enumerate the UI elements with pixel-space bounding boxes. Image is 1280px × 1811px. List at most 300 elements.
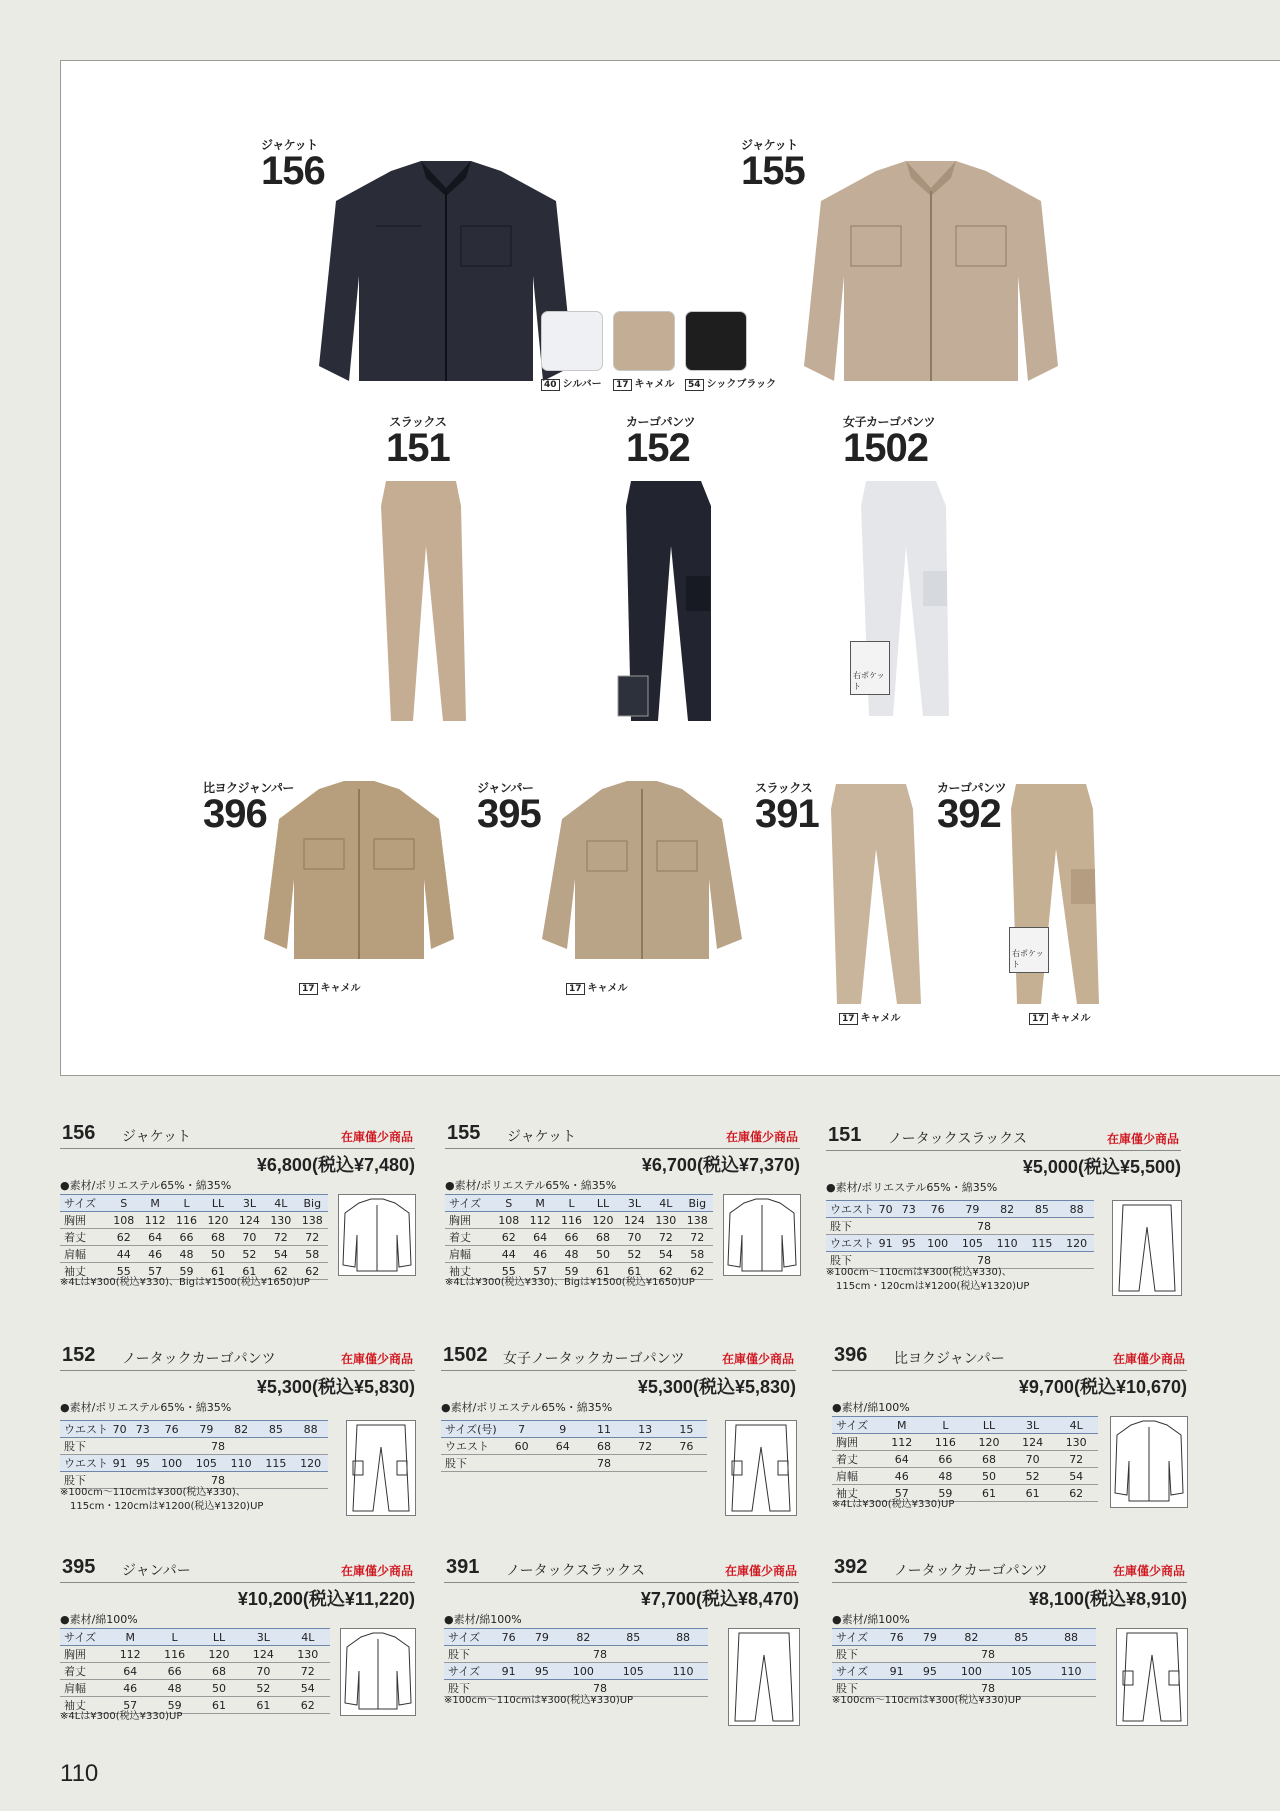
- table-cell: 61: [241, 1697, 285, 1714]
- spec-header: [60, 1120, 415, 1149]
- table-cell: 62: [265, 1263, 296, 1280]
- table-cell: 3L: [619, 1195, 650, 1212]
- table-cell: 124: [1011, 1434, 1055, 1451]
- table-cell: 44: [493, 1246, 524, 1263]
- table-cell: 82: [990, 1201, 1025, 1218]
- spec-number: 396: [834, 1344, 868, 1366]
- product-number: 391: [755, 792, 819, 836]
- table-cell: 66: [924, 1451, 968, 1468]
- table-cell: 108: [493, 1212, 524, 1229]
- table-cell: L: [152, 1629, 196, 1646]
- table-row: [60, 1646, 330, 1663]
- table-cell: 61: [967, 1485, 1011, 1502]
- note-line: 115cm・120cmは¥1200(税込¥1320)UP: [836, 1281, 1030, 1292]
- table-row: [441, 1421, 707, 1438]
- size-table: [441, 1420, 707, 1472]
- table-cell: 70: [1011, 1451, 1055, 1468]
- table-cell: 85: [608, 1629, 658, 1646]
- spec-header: [832, 1342, 1187, 1371]
- table-cell: 68: [583, 1438, 624, 1455]
- color-label-395: [566, 979, 628, 995]
- table-row: [60, 1212, 328, 1229]
- color-name: キャメル: [587, 983, 628, 994]
- table-row: [445, 1229, 713, 1246]
- table-cell: 着丈: [832, 1451, 880, 1468]
- table-cell: 78: [501, 1455, 707, 1472]
- table-cell: 50: [967, 1468, 1011, 1485]
- spec-title: ノータックスラックス: [888, 1131, 1028, 1147]
- table-cell: 76: [154, 1421, 189, 1438]
- table-cell: 116: [556, 1212, 587, 1229]
- table-cell: 120: [587, 1212, 618, 1229]
- table-cell: 54: [265, 1246, 296, 1263]
- table-cell: 4L: [265, 1195, 296, 1212]
- table-cell: 61: [619, 1263, 650, 1280]
- spec-title: ノータックカーゴパンツ: [894, 1563, 1048, 1579]
- product-category: スラックス: [755, 781, 813, 795]
- low-stock-badge: 在庫僅少商品: [340, 1352, 413, 1366]
- table-cell: 61: [197, 1697, 241, 1714]
- spec-price: ¥8,100(税込¥8,910): [1028, 1589, 1187, 1609]
- table-cell: 股下: [832, 1646, 880, 1663]
- product-category: 比ヨクジャンパー: [203, 781, 294, 795]
- table-cell: 88: [1059, 1201, 1094, 1218]
- product-391-label: [755, 779, 819, 836]
- slacks-151-image: [371, 476, 481, 726]
- table-row: [60, 1680, 330, 1697]
- table-cell: 108: [108, 1212, 139, 1229]
- product-number: 1502: [843, 426, 928, 470]
- table-cell: 66: [556, 1229, 587, 1246]
- table-cell: M: [524, 1195, 555, 1212]
- table-cell: 62: [108, 1229, 139, 1246]
- table-cell: 120: [967, 1434, 1011, 1451]
- table-cell: 110: [990, 1235, 1025, 1252]
- jumper-sketch: [340, 1628, 416, 1716]
- product-151-label: [386, 413, 450, 470]
- table-cell: 82: [946, 1629, 996, 1646]
- table-cell: 110: [1046, 1663, 1096, 1680]
- jacket-155-image: [796, 156, 1066, 401]
- table-cell: 54: [286, 1680, 330, 1697]
- spec-number: 152: [62, 1344, 96, 1366]
- table-cell: L: [924, 1417, 968, 1434]
- table-cell: 胸囲: [832, 1434, 880, 1451]
- product-category: カーゴパンツ: [626, 415, 696, 429]
- table-cell: 55: [493, 1263, 524, 1280]
- color-code: 40: [541, 379, 560, 391]
- table-cell: 85: [259, 1421, 294, 1438]
- color-name: キャメル: [634, 379, 675, 390]
- table-cell: 着丈: [445, 1229, 493, 1246]
- note-line: ※100cm～110cmは¥300(税込¥330)、: [60, 1487, 246, 1498]
- spec-material: ●素材/ポリエステル65%・綿35%: [441, 1401, 613, 1414]
- table-cell: 57: [524, 1263, 555, 1280]
- table-cell: 72: [1054, 1451, 1098, 1468]
- table-cell: 62: [297, 1263, 328, 1280]
- swatch-silver: [541, 311, 603, 371]
- spec-note: ※100cm～110cmは¥300(税込¥330)UP: [832, 1695, 1022, 1706]
- spec-price: ¥10,200(税込¥11,220): [237, 1589, 415, 1609]
- table-cell: 78: [108, 1472, 328, 1489]
- table-row: [60, 1455, 328, 1472]
- jumper-396-image: [259, 779, 459, 969]
- table-cell: 52: [241, 1680, 285, 1697]
- spec-note: [60, 1486, 263, 1514]
- product-number: 152: [626, 426, 690, 470]
- spec-material: ●素材/ポリエステル65%・綿35%: [60, 1401, 232, 1414]
- swatch-camel: [613, 311, 675, 371]
- table-cell: 55: [108, 1263, 139, 1280]
- spec-price: ¥5,000(税込¥5,500): [1022, 1157, 1181, 1177]
- table-cell: 120: [197, 1646, 241, 1663]
- spec-header: [441, 1342, 796, 1371]
- spec-note: ※4Lは¥300(税込¥330)UP: [832, 1499, 955, 1510]
- table-cell: 79: [525, 1629, 558, 1646]
- color-code: 54: [685, 379, 704, 391]
- table-cell: 13: [625, 1421, 666, 1438]
- table-cell: 48: [171, 1246, 202, 1263]
- table-cell: 70: [874, 1201, 897, 1218]
- slacks-sketch: [1112, 1200, 1182, 1296]
- table-cell: 袖丈: [60, 1697, 108, 1714]
- spec-note: ※100cm～110cmは¥300(税込¥330)UP: [444, 1695, 634, 1706]
- table-cell: 股下: [60, 1438, 108, 1455]
- table-cell: 50: [197, 1680, 241, 1697]
- table-cell: 116: [152, 1646, 196, 1663]
- table-cell: 62: [286, 1697, 330, 1714]
- jacket-sketch: [338, 1194, 416, 1276]
- inset-label: 右ポケット: [1012, 949, 1044, 969]
- color-name: キャメル: [1050, 1013, 1091, 1024]
- table-cell: 115: [259, 1455, 294, 1472]
- product-number: 155: [741, 149, 805, 193]
- table-cell: S: [493, 1195, 524, 1212]
- jumper-395-image: [537, 779, 747, 969]
- table-cell: 138: [682, 1212, 713, 1229]
- color-name: シルバー: [562, 379, 602, 390]
- table-cell: 股下: [832, 1680, 880, 1697]
- spec-number: 391: [446, 1556, 480, 1578]
- table-cell: 59: [924, 1485, 968, 1502]
- table-cell: 4L: [650, 1195, 681, 1212]
- table-cell: 肩幅: [445, 1246, 493, 1263]
- table-cell: 袖丈: [445, 1263, 493, 1280]
- table-cell: 54: [650, 1246, 681, 1263]
- table-cell: 股下: [441, 1455, 501, 1472]
- cargo-pants-392-image: [1001, 779, 1111, 1009]
- table-cell: サイズ(号): [441, 1421, 501, 1438]
- table-cell: 64: [524, 1229, 555, 1246]
- color-label-396: [299, 979, 361, 995]
- product-395-label: [477, 779, 541, 836]
- table-cell: 82: [224, 1421, 259, 1438]
- table-cell: サイズ: [444, 1663, 492, 1680]
- table-row: [60, 1421, 328, 1438]
- spec-header: [60, 1342, 415, 1371]
- spec-header: [826, 1122, 1181, 1151]
- table-cell: 110: [658, 1663, 708, 1680]
- spec-number: 156: [62, 1122, 96, 1144]
- table-cell: 袖丈: [832, 1485, 880, 1502]
- table-cell: 72: [265, 1229, 296, 1246]
- table-cell: 116: [924, 1434, 968, 1451]
- color-code: 17: [613, 379, 632, 391]
- table-cell: 82: [558, 1629, 608, 1646]
- right-pocket-inset: [850, 641, 890, 695]
- cargo-pants-sketch: [346, 1420, 416, 1516]
- table-row: [444, 1646, 708, 1663]
- table-row: [832, 1434, 1098, 1451]
- table-row: [826, 1201, 1094, 1218]
- table-cell: 64: [880, 1451, 924, 1468]
- spec-material: ●素材/綿100%: [444, 1613, 522, 1626]
- product-152-label: [626, 413, 696, 470]
- table-cell: 78: [880, 1680, 1096, 1697]
- table-cell: 91: [880, 1663, 913, 1680]
- table-cell: 52: [619, 1246, 650, 1263]
- table-cell: 57: [139, 1263, 170, 1280]
- table-cell: 95: [525, 1663, 558, 1680]
- note-line: ※100cm～110cmは¥300(税込¥330)、: [826, 1267, 1012, 1278]
- table-row: [832, 1629, 1096, 1646]
- table-cell: 72: [682, 1229, 713, 1246]
- table-cell: 73: [897, 1201, 920, 1218]
- table-cell: ウエスト: [826, 1235, 874, 1252]
- size-table: [832, 1416, 1098, 1502]
- table-cell: 78: [874, 1218, 1094, 1235]
- inset-label: 右ポケット: [853, 671, 885, 691]
- table-cell: 95: [913, 1663, 946, 1680]
- table-cell: 68: [202, 1229, 233, 1246]
- table-row: [444, 1629, 708, 1646]
- table-cell: 57: [880, 1485, 924, 1502]
- table-cell: サイズ: [445, 1195, 493, 1212]
- table-row: [832, 1468, 1098, 1485]
- table-cell: 70: [619, 1229, 650, 1246]
- product-number: 151: [386, 426, 450, 470]
- table-cell: 88: [1046, 1629, 1096, 1646]
- table-cell: 46: [524, 1246, 555, 1263]
- note-line: 115cm・120cmは¥1200(税込¥1320)UP: [70, 1501, 264, 1512]
- table-cell: 59: [152, 1697, 196, 1714]
- right-pocket-inset: [1009, 927, 1049, 973]
- cargo-pants-sketch: [725, 1420, 797, 1516]
- table-cell: 股下: [826, 1218, 874, 1235]
- table-cell: 70: [241, 1663, 285, 1680]
- table-cell: M: [880, 1417, 924, 1434]
- spec-header: [444, 1554, 799, 1583]
- table-cell: 72: [650, 1229, 681, 1246]
- color-code: 17: [1029, 1013, 1048, 1025]
- table-cell: 61: [202, 1263, 233, 1280]
- table-cell: 66: [152, 1663, 196, 1680]
- product-category: スラックス: [389, 415, 447, 429]
- product-number: 396: [203, 792, 267, 836]
- table-cell: 61: [1011, 1485, 1055, 1502]
- color-code: 17: [839, 1013, 858, 1025]
- table-row: [832, 1451, 1098, 1468]
- table-row: [832, 1417, 1098, 1434]
- table-cell: 120: [293, 1455, 328, 1472]
- color-name: キャメル: [320, 983, 361, 994]
- table-cell: 58: [297, 1246, 328, 1263]
- table-cell: 112: [139, 1212, 170, 1229]
- table-cell: 4L: [1054, 1417, 1098, 1434]
- table-cell: 72: [625, 1438, 666, 1455]
- table-cell: 48: [924, 1468, 968, 1485]
- size-table: [445, 1194, 713, 1280]
- table-cell: 60: [501, 1438, 542, 1455]
- table-row: [826, 1218, 1094, 1235]
- table-cell: 124: [619, 1212, 650, 1229]
- spec-title: ジャンパー: [122, 1563, 191, 1579]
- table-cell: LL: [587, 1195, 618, 1212]
- color-label-17: [613, 375, 675, 391]
- table-cell: 46: [139, 1246, 170, 1263]
- table-cell: 115: [1025, 1235, 1060, 1252]
- spec-note: ※4Lは¥300(税込¥330)UP: [60, 1711, 183, 1722]
- cargo-pants-sketch: [1116, 1628, 1188, 1726]
- table-cell: ウエスト: [60, 1455, 108, 1472]
- table-cell: 68: [587, 1229, 618, 1246]
- spec-material: ●素材/綿100%: [832, 1401, 910, 1414]
- spec-title: ノータックスラックス: [506, 1563, 646, 1579]
- table-cell: 3L: [241, 1629, 285, 1646]
- table-cell: 120: [202, 1212, 233, 1229]
- table-cell: 54: [1054, 1468, 1098, 1485]
- table-cell: 48: [556, 1246, 587, 1263]
- spec-price: ¥7,700(税込¥8,470): [640, 1589, 799, 1609]
- color-label-392: [1029, 1009, 1091, 1025]
- table-cell: ウエスト: [826, 1201, 874, 1218]
- spec-155: [445, 1120, 800, 1300]
- table-cell: 64: [108, 1663, 152, 1680]
- table-cell: 52: [234, 1246, 265, 1263]
- table-cell: 72: [297, 1229, 328, 1246]
- table-row: [441, 1455, 707, 1472]
- table-cell: 105: [608, 1663, 658, 1680]
- spec-title: ジャケット: [122, 1129, 192, 1145]
- page-number: 110: [60, 1760, 99, 1787]
- table-cell: 130: [286, 1646, 330, 1663]
- spec-title: ジャケット: [507, 1129, 577, 1145]
- table-cell: LL: [202, 1195, 233, 1212]
- low-stock-badge: 在庫僅少商品: [1112, 1352, 1185, 1366]
- table-cell: 105: [996, 1663, 1046, 1680]
- table-cell: 100: [154, 1455, 189, 1472]
- low-stock-badge: 在庫僅少商品: [1112, 1564, 1185, 1578]
- spec-price: ¥5,300(税込¥5,830): [637, 1377, 796, 1397]
- table-cell: 120: [1059, 1235, 1094, 1252]
- table-cell: 肩幅: [832, 1468, 880, 1485]
- table-cell: サイズ: [832, 1417, 880, 1434]
- product-photo-panel: [60, 60, 1280, 1076]
- table-cell: 76: [880, 1629, 913, 1646]
- table-cell: 100: [558, 1663, 608, 1680]
- table-cell: 130: [1054, 1434, 1098, 1451]
- table-row: [60, 1229, 328, 1246]
- color-label-391: [839, 1009, 901, 1025]
- table-cell: 76: [920, 1201, 955, 1218]
- spec-396: [832, 1342, 1187, 1522]
- spec-number: 151: [828, 1124, 862, 1146]
- table-cell: 44: [108, 1246, 139, 1263]
- table-cell: 85: [996, 1629, 1046, 1646]
- spec-number: 392: [834, 1556, 868, 1578]
- size-table: [60, 1420, 328, 1489]
- table-cell: 64: [542, 1438, 583, 1455]
- color-code: 17: [299, 983, 318, 995]
- jumper-sketch: [1110, 1416, 1188, 1508]
- table-cell: 61: [587, 1263, 618, 1280]
- spec-price: ¥5,300(税込¥5,830): [256, 1377, 415, 1397]
- slacks-391-image: [821, 779, 931, 1009]
- jacket-sketch: [723, 1194, 801, 1276]
- spec-price: ¥6,700(税込¥7,370): [641, 1155, 800, 1175]
- spec-note: ※4Lは¥300(税込¥330)、Bigは¥1500(税込¥1650)UP: [60, 1277, 310, 1288]
- product-number: 392: [937, 792, 1001, 836]
- spec-material: ●素材/綿100%: [832, 1613, 910, 1626]
- product-392-label: [937, 779, 1007, 836]
- table-cell: 91: [492, 1663, 525, 1680]
- spec-number: 155: [447, 1122, 481, 1144]
- table-cell: 79: [913, 1629, 946, 1646]
- table-row: [60, 1195, 328, 1212]
- table-cell: 78: [108, 1438, 328, 1455]
- table-cell: 肩幅: [60, 1246, 108, 1263]
- table-cell: L: [171, 1195, 202, 1212]
- slacks-sketch: [728, 1628, 800, 1726]
- product-number: 395: [477, 792, 541, 836]
- table-cell: 58: [682, 1246, 713, 1263]
- table-row: [444, 1663, 708, 1680]
- table-cell: 130: [265, 1212, 296, 1229]
- size-table: [60, 1194, 328, 1280]
- table-cell: 78: [492, 1680, 708, 1697]
- spec-152: [60, 1342, 415, 1522]
- spec-material: ●素材/ポリエステル65%・綿35%: [445, 1179, 617, 1192]
- spec-number: 1502: [443, 1344, 488, 1366]
- spec-header: [445, 1120, 800, 1149]
- table-cell: 70: [234, 1229, 265, 1246]
- table-cell: 15: [666, 1421, 707, 1438]
- table-cell: 59: [556, 1263, 587, 1280]
- table-cell: 48: [152, 1680, 196, 1697]
- table-cell: 79: [189, 1421, 224, 1438]
- table-cell: 85: [1025, 1201, 1060, 1218]
- table-cell: 110: [224, 1455, 259, 1472]
- table-row: [826, 1235, 1094, 1252]
- table-cell: 78: [880, 1646, 1096, 1663]
- table-row: [60, 1246, 328, 1263]
- spec-392: [832, 1554, 1187, 1734]
- table-cell: 50: [202, 1246, 233, 1263]
- product-category: ジャンパー: [477, 781, 534, 795]
- table-row: [832, 1646, 1096, 1663]
- table-cell: 73: [131, 1421, 154, 1438]
- spec-395: [60, 1554, 415, 1734]
- table-cell: 70: [108, 1421, 131, 1438]
- table-cell: 57: [108, 1697, 152, 1714]
- spec-title: 女子ノータックカーゴパンツ: [503, 1351, 685, 1367]
- table-row: [445, 1212, 713, 1229]
- low-stock-badge: 在庫僅少商品: [340, 1564, 413, 1578]
- table-cell: 胸囲: [60, 1646, 108, 1663]
- size-table: [60, 1628, 330, 1714]
- table-cell: 100: [920, 1235, 955, 1252]
- table-cell: 着丈: [60, 1663, 108, 1680]
